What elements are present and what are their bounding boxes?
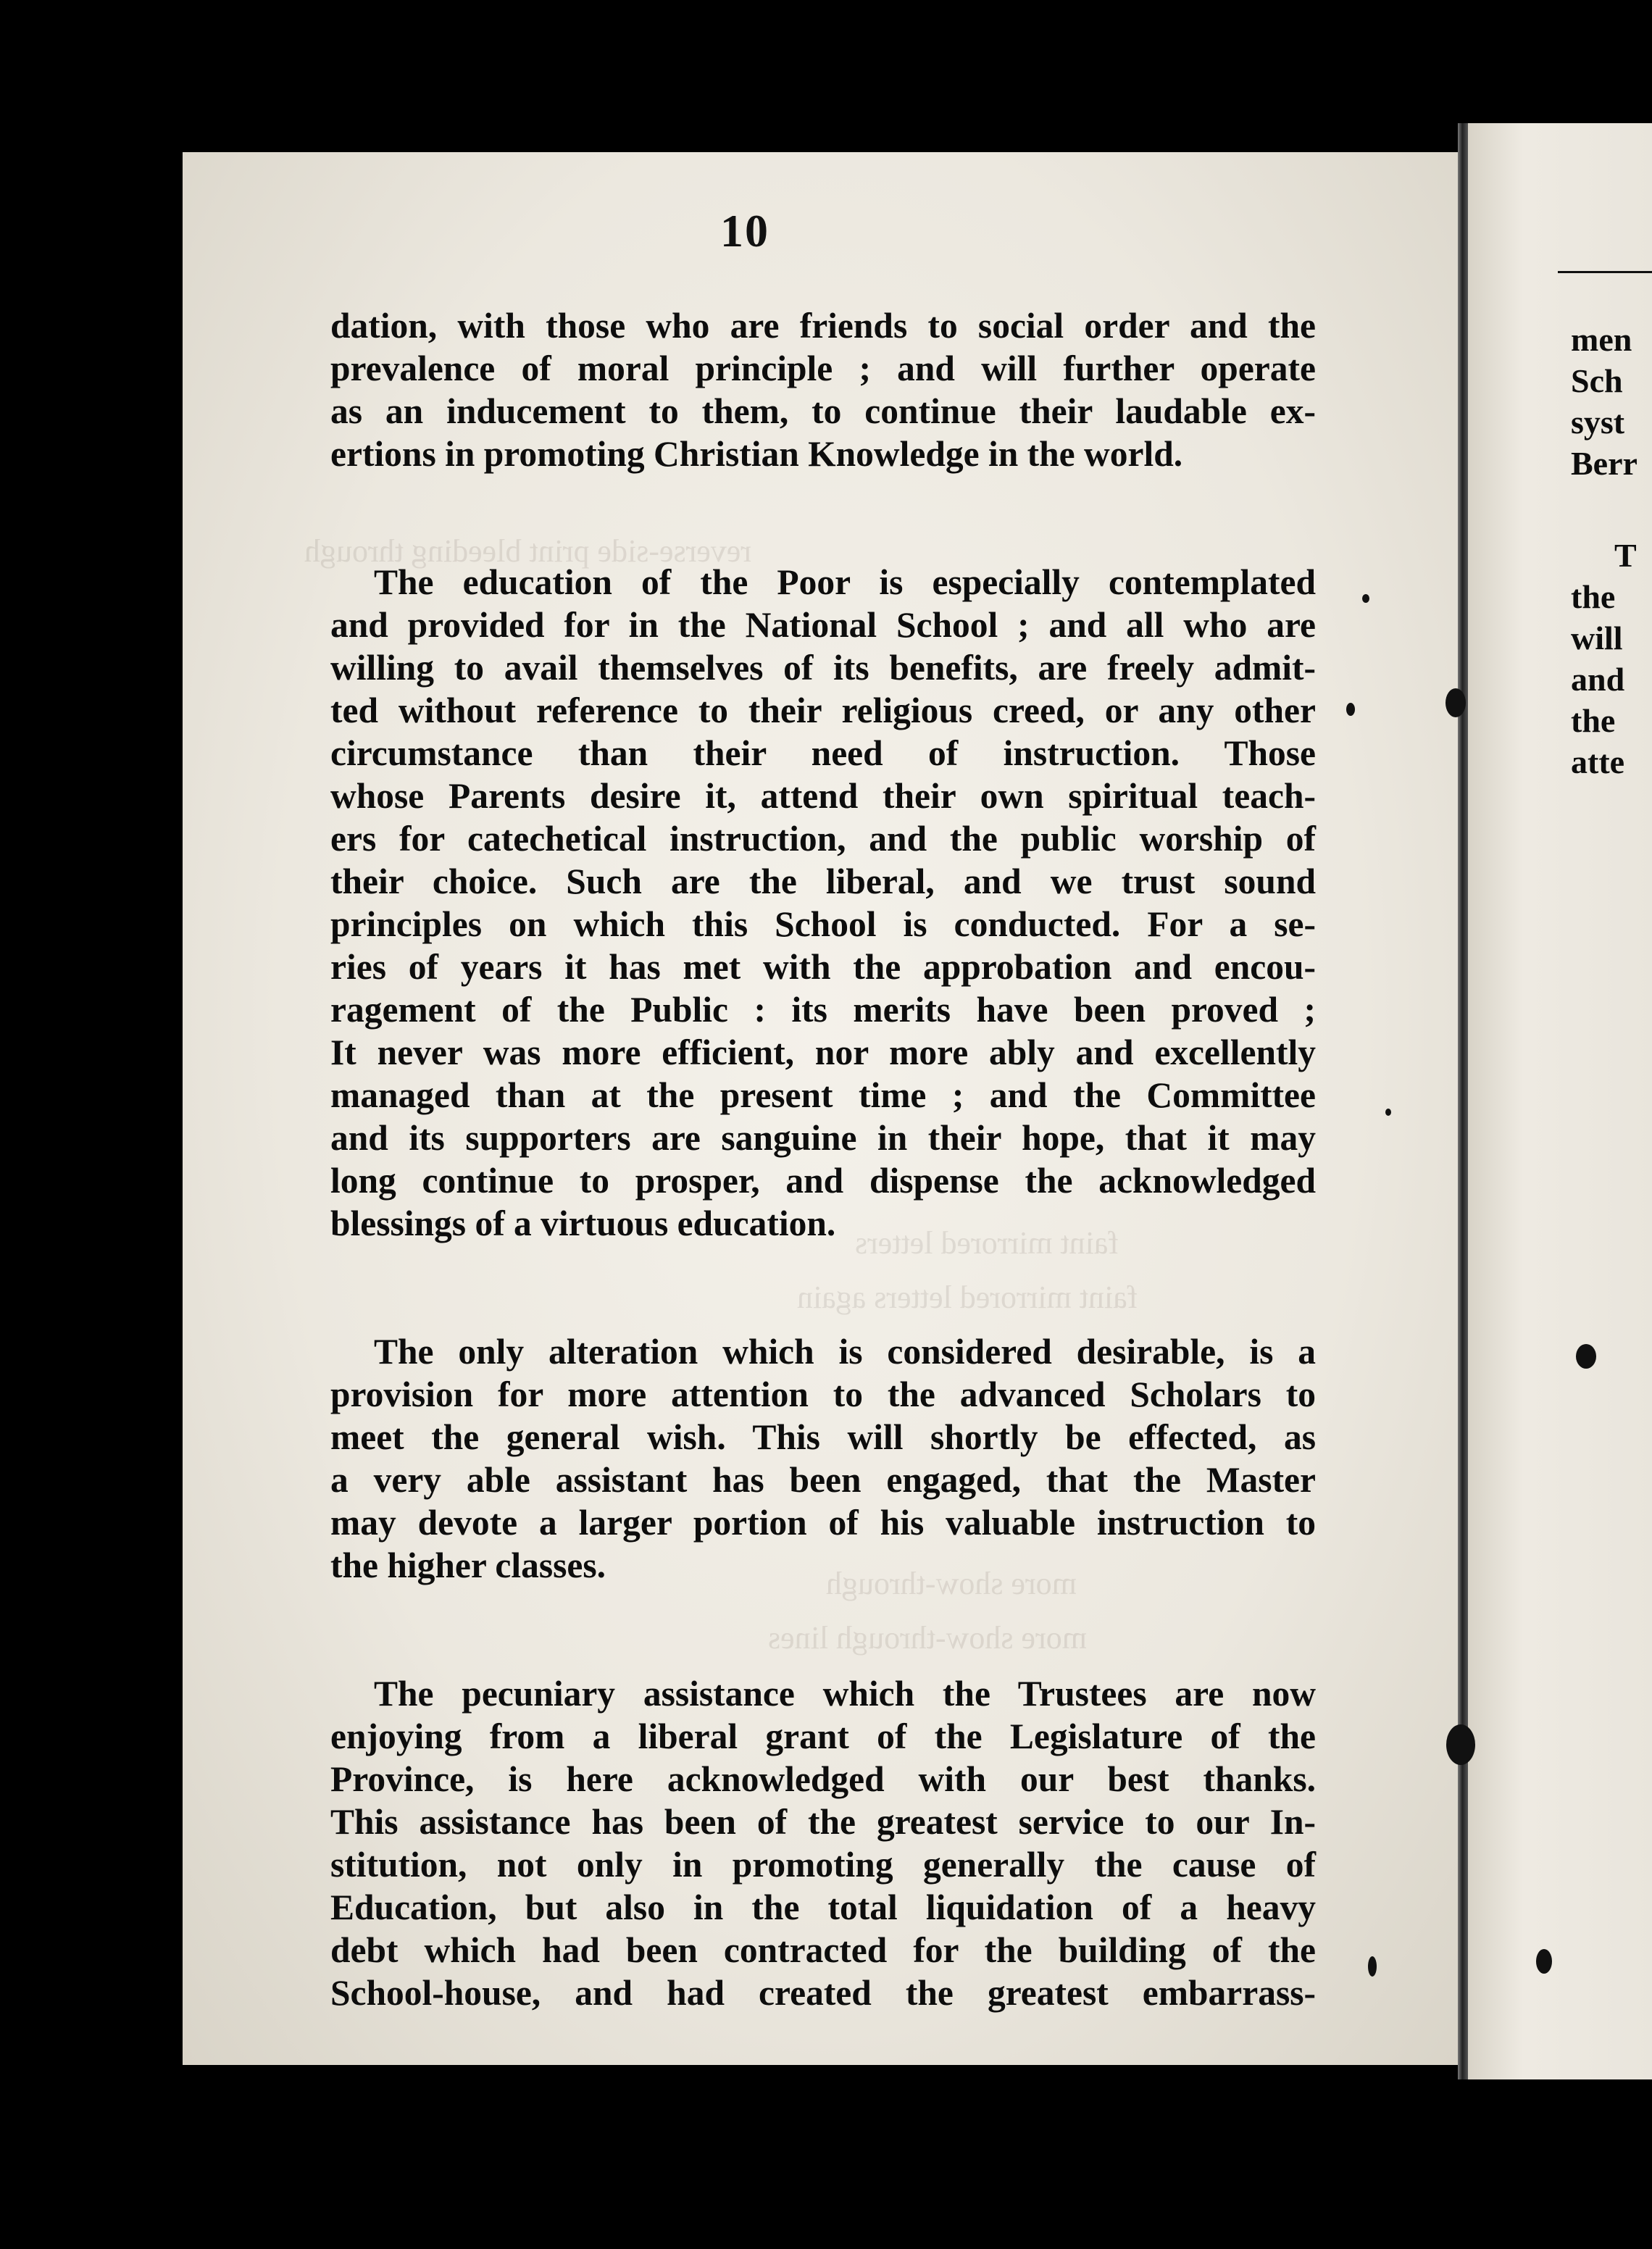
show-through-text: reverse-side print bleeding through [304,533,752,569]
text-line: circumstance than their need of instruction. Those [330,733,1316,773]
text-line: It never was more efficient, nor more ably and excellently [330,1032,1316,1072]
ink-speck [1362,594,1369,603]
text-line: Province, is here acknowledged with our best thanks. [330,1759,1316,1799]
facing-line: the [1571,702,1616,739]
text-line: The only alteration which is considered desirable, is a [374,1332,1316,1372]
text-line: willing to avail themselves of its benefits, are freely admit- [330,648,1316,688]
text-line: as an inducement to them, to continue their laudable ex- [330,391,1316,431]
ink-speck [1368,1956,1377,1977]
text-line: This assistance has been of the greatest service to our In- [330,1802,1316,1842]
page-gutter [1458,123,1468,2079]
text-line: a very able assistant has been engaged, that the Master [330,1460,1316,1500]
text-line: provision for more attention to the advanced Scholars to [330,1374,1316,1414]
text-line: meet the general wish. This will shortly be effected, as [330,1417,1316,1457]
facing-line: atte [1571,743,1625,780]
facing-line: men [1571,321,1632,358]
text-line: and its supporters are sanguine in their hope, that it may [330,1118,1316,1158]
ink-speck [1576,1344,1596,1369]
ink-speck [1385,1109,1391,1116]
paragraph-4 [330,1672,1316,2014]
show-through-text: more show-through lines [768,1620,1087,1656]
show-through-text: faint mirrored letters [855,1225,1119,1261]
show-through-text: faint mirrored letters again [797,1280,1138,1315]
text-line: ries of years it has met with the approbation and encou- [330,947,1316,987]
gutter-blot [1446,1724,1475,1765]
paragraph-3 [330,1330,1316,1587]
text-line: ted without reference to their religious creed, or any other [330,690,1316,730]
text-line: and provided for in the National School ; and all who are [330,605,1316,645]
text-line: enjoying from a liberal grant of the Legislature of the [330,1716,1316,1756]
text-line: dation, with those who are friends to social order and the [330,306,1316,346]
text-line: blessings of a virtuous education. [330,1203,836,1243]
right-page-rule [1558,271,1652,273]
ink-speck [1346,703,1355,716]
facing-line: T [1614,537,1637,574]
text-line: The pecuniary assistance which the Trustees are now [374,1674,1316,1714]
text-line: ragement of the Public : its merits have been proved ; [330,990,1316,1030]
facing-line: Sch [1571,362,1623,399]
text-line: stitution, not only in promoting generally the cause of [330,1845,1316,1885]
text-line: principles on which this School is conducted. For a se- [330,904,1316,944]
text-line: the higher classes. [330,1545,606,1585]
text-line: whose Parents desire it, attend their own spiritual teach- [330,776,1316,816]
page-number: 10 [720,205,769,256]
text-line: their choice. Such are the liberal, and we trust sound [330,861,1316,901]
text-line: ertions in promoting Christian Knowledge in the world. [330,434,1183,474]
text-line: managed than at the present time ; and the Committee [330,1075,1316,1115]
ink-speck [1536,1949,1552,1974]
text-line: may devote a larger portion of his valuable instruction to [330,1503,1316,1543]
facing-line: and [1571,661,1625,698]
text-line: The education of the Poor is especially contemplated [374,562,1316,602]
text-line: prevalence of moral principle ; and will further operate [330,349,1316,388]
text-line: Education, but also in the total liquidation of a heavy [330,1887,1316,1927]
text-line: ers for catechetical instruction, and the public worship of [330,819,1316,859]
gutter-blot [1446,688,1466,717]
facing-line: Berr [1571,445,1638,482]
text-line: long continue to prosper, and dispense the acknowledged [330,1161,1316,1201]
paragraph-2 [330,561,1316,1245]
text-line: debt which had been contracted for the building of the [330,1930,1316,1970]
facing-line: will [1571,619,1623,656]
facing-line: syst [1571,404,1625,441]
page-body [330,304,1316,2014]
facing-page-fragments [1571,319,1638,783]
text-line: School-house, and had created the greatest embarrass- [330,1973,1316,2013]
paragraph-1 [330,304,1316,475]
show-through-text: more show-through [826,1566,1077,1601]
facing-line: the [1571,578,1616,615]
